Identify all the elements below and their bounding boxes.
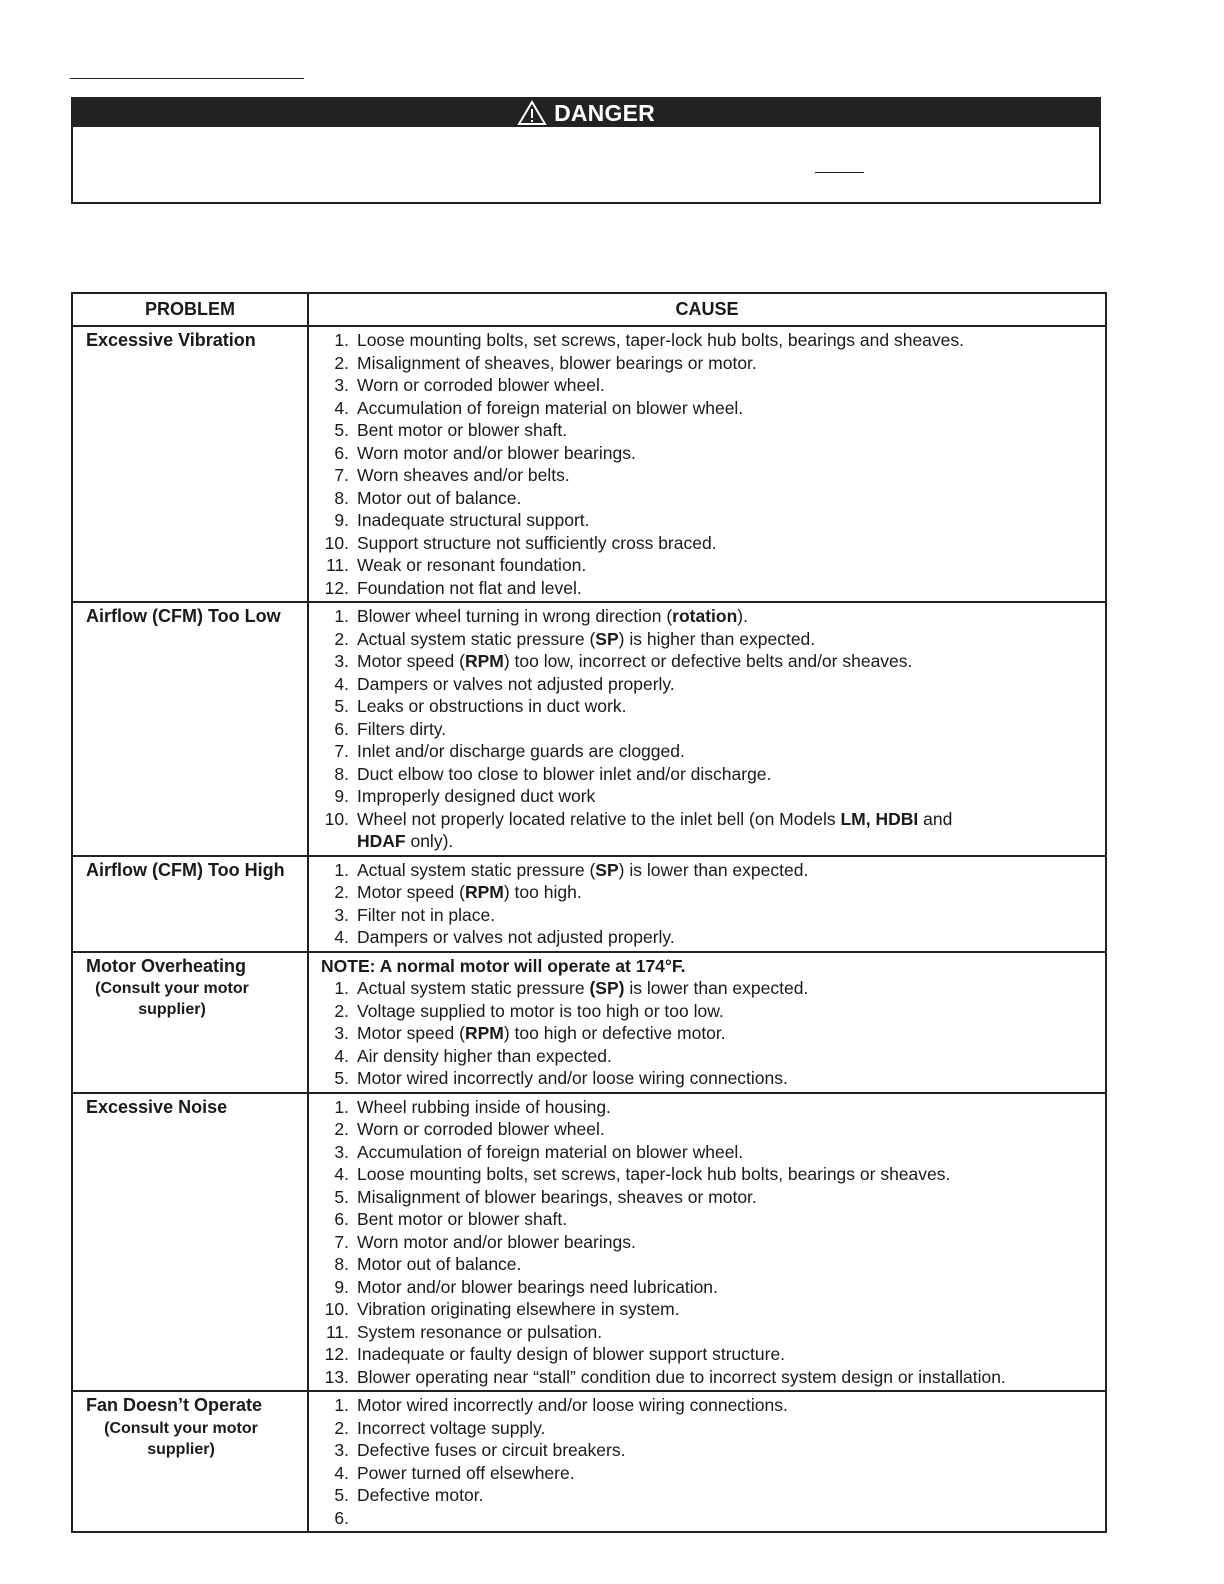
cause-list xyxy=(316,329,1099,599)
list-item: 5. Motor wired incorrectly and/or loose wiring connections. xyxy=(334,1068,788,1088)
problem-subtitle: (Consult your motor supplier) xyxy=(95,980,249,1018)
list-item: 11. System resonance or pulsation. xyxy=(325,1321,603,1342)
list-item: 2. Misalignment of sheaves, blower bearings or motor. xyxy=(334,352,757,373)
list-item: 2. Voltage supplied to motor is too high or too low. xyxy=(334,1000,724,1021)
list-item: 4. Accumulation of foreign material on blower wheel. xyxy=(334,397,744,418)
list-item: 5. Bent motor or blower shaft. xyxy=(334,420,568,440)
list-item-continuation: HDAF only). xyxy=(357,831,454,851)
list-item: 12. Foundation not flat and level. xyxy=(324,577,582,598)
list-item: 2. Motor speed (RPM) too high. xyxy=(334,882,582,902)
cause-cell xyxy=(308,326,1106,602)
table-header-row xyxy=(72,293,1106,326)
table-row xyxy=(72,1391,1106,1532)
list-item: 6. Bent motor or blower shaft. xyxy=(334,1209,568,1229)
problem-subtitle: (Consult your motor supplier) xyxy=(104,1419,258,1458)
list-item: 8. Motor out of balance. xyxy=(334,1254,522,1274)
cause-cell xyxy=(308,856,1106,952)
list-item: 2. Incorrect voltage supply. xyxy=(334,1417,546,1438)
warning-triangle-icon xyxy=(517,100,547,126)
problem-cell xyxy=(72,326,308,602)
list-item: 6. Worn motor and/or blower bearings. xyxy=(334,442,636,463)
problem-title: Fan Doesn’t Operate xyxy=(86,1395,263,1415)
cause-list xyxy=(316,977,1099,1090)
list-item: 1. Wheel rubbing inside of housing. xyxy=(334,1096,611,1117)
danger-underline xyxy=(815,172,864,173)
danger-title: DANGER xyxy=(554,99,655,126)
list-item: 6. Filters dirty. xyxy=(334,718,447,739)
list-item: 13. Blower operating near “stall” condition due to incorrect system design or installation. xyxy=(324,1366,1006,1387)
danger-body xyxy=(73,127,1099,202)
list-item: 10. Wheel not properly located relative to the inlet bell (on Models LM, HDBI and xyxy=(324,808,953,829)
cause-cell xyxy=(308,1093,1106,1392)
list-item: 8. Motor out of balance. xyxy=(334,487,522,508)
table-row xyxy=(72,856,1106,952)
list-item: 1. Motor wired incorrectly and/or loose wiring connections. xyxy=(334,1395,788,1415)
note-text: NOTE: A normal motor will operate at 174°F. xyxy=(321,955,686,976)
list-item: 7. Inlet and/or discharge guards are clogged. xyxy=(334,741,685,761)
top-rule xyxy=(70,78,304,79)
danger-header xyxy=(73,99,1099,127)
troubleshooting-table xyxy=(71,292,1107,1533)
list-item: 3. Motor speed (RPM) too high or defective motor. xyxy=(334,1023,726,1043)
header-problem: PROBLEM xyxy=(72,293,308,326)
danger-box xyxy=(71,97,1101,204)
list-item: 5. Defective motor. xyxy=(334,1485,484,1505)
list-item: 9. Inadequate structural support. xyxy=(334,510,590,530)
list-item: 2. Actual system static pressure (SP) is higher than expected. xyxy=(334,628,816,649)
cause-list xyxy=(316,1096,1099,1389)
cause-cell xyxy=(308,602,1106,856)
list-item: 3. Motor speed (RPM) too low, incorrect or defective belts and/or sheaves. xyxy=(334,651,913,671)
cause-cell xyxy=(308,952,1106,1093)
cause-cell xyxy=(308,1391,1106,1532)
table-row xyxy=(72,952,1106,1093)
problem-cell xyxy=(72,602,308,856)
table-row xyxy=(72,1093,1106,1392)
cause-list xyxy=(316,859,1099,949)
list-item: 3. Filter not in place. xyxy=(334,904,496,925)
list-item: 4. Power turned off elsewhere. xyxy=(334,1462,575,1483)
list-item: 7. Worn motor and/or blower bearings. xyxy=(334,1231,636,1252)
cause-list xyxy=(316,605,1099,830)
list-item: 2. Worn or corroded blower wheel. xyxy=(334,1119,605,1139)
list-item: 9. Motor and/or blower bearings need lubrication. xyxy=(334,1276,718,1297)
list-item: 5. Leaks or obstructions in duct work. xyxy=(334,696,627,716)
list-item: 7. Worn sheaves and/or belts. xyxy=(334,465,570,485)
list-item: 1. Blower wheel turning in wrong direction (rotation). xyxy=(334,606,748,626)
list-item: 11. Weak or resonant foundation. xyxy=(325,555,587,575)
list-item: 3. Worn or corroded blower wheel. xyxy=(334,375,605,395)
list-item: 1. Actual system static pressure (SP) is lower than expected. xyxy=(334,859,809,880)
table-row xyxy=(72,326,1106,602)
problem-title: Excessive Noise xyxy=(86,1096,228,1117)
list-item: 6. xyxy=(334,1507,349,1528)
problem-cell xyxy=(72,856,308,952)
problem-cell xyxy=(72,1391,308,1532)
problem-title: Airflow (CFM) Too High xyxy=(86,859,285,880)
list-item: 8. Duct elbow too close to blower inlet and/or discharge. xyxy=(334,763,772,784)
list-item: 4. Loose mounting bolts, set screws, taper-lock hub bolts, bearings or sheaves. xyxy=(334,1164,951,1184)
list-item: 1. Actual system static pressure (SP) is lower than expected. xyxy=(334,978,809,998)
list-item: 5. Misalignment of blower bearings, sheaves or motor. xyxy=(334,1186,757,1207)
header-cause: CAUSE xyxy=(308,293,1106,326)
problem-cell xyxy=(72,952,308,1093)
problem-title: Airflow (CFM) Too Low xyxy=(86,606,281,626)
cause-list xyxy=(316,1394,1099,1529)
problem-title: Excessive Vibration xyxy=(86,330,256,350)
list-item: 4. Dampers or valves not adjusted properly. xyxy=(334,927,675,947)
table-row xyxy=(72,602,1106,856)
list-item: 10. Vibration originating elsewhere in system. xyxy=(324,1299,680,1319)
list-item: 9. Improperly designed duct work xyxy=(334,786,596,806)
list-item: 3. Accumulation of foreign material on blower wheel. xyxy=(334,1141,744,1162)
list-item: 4. Dampers or valves not adjusted properly. xyxy=(334,673,675,694)
list-item: 1. Loose mounting bolts, set screws, taper-lock hub bolts, bearings and sheaves. xyxy=(334,330,965,350)
problem-title: Motor Overheating xyxy=(86,955,247,976)
list-item: 12. Inadequate or faulty design of blower support structure. xyxy=(324,1344,786,1364)
list-item: 4. Air density higher than expected. xyxy=(334,1045,612,1066)
list-item: 3. Defective fuses or circuit breakers. xyxy=(334,1440,626,1460)
problem-cell xyxy=(72,1093,308,1392)
list-item: 10. Support structure not sufficiently cross braced. xyxy=(324,532,717,553)
